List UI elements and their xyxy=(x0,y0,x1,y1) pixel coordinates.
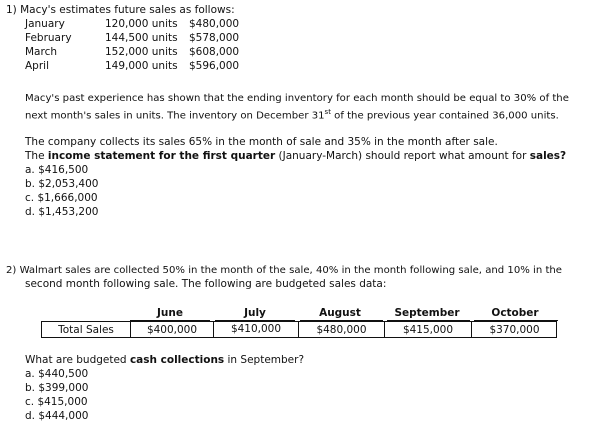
q2-question-text-b: in September? xyxy=(224,354,305,366)
table-cell: $410,000 xyxy=(230,323,282,335)
table-cell: $400,000 xyxy=(146,324,198,336)
answer-option: c. $415,000 xyxy=(25,396,88,408)
q1-paragraph-line2 xyxy=(25,106,559,122)
answer-option: a. $416,500 xyxy=(25,164,89,176)
q1-question-bold-2: sales? xyxy=(529,150,567,162)
table-header: June xyxy=(157,307,183,319)
sales-month: January xyxy=(25,18,65,30)
answer-option: b. $399,000 xyxy=(25,382,89,394)
sales-amount: $596,000 xyxy=(189,60,240,72)
sales-units: 152,000 units xyxy=(105,46,178,58)
q2-question-bold: cash collections xyxy=(129,354,225,366)
q1-question-line xyxy=(25,150,566,163)
sales-units: 120,000 units xyxy=(105,18,178,30)
row-label: Total Sales xyxy=(58,324,114,336)
q2-question-text-a: What are budgeted xyxy=(25,354,130,366)
table-header: August xyxy=(319,307,361,319)
q2-heading-line1: 2) Walmart sales are collected 50% in the month of the sale, 40% in the month following sale, and 10% in the xyxy=(6,265,563,276)
q1-paragraph-superscript: st xyxy=(324,108,331,116)
table-header: September xyxy=(394,307,460,319)
q1-question-text-b: (January-March) should report what amount for xyxy=(275,150,530,162)
sales-month: February xyxy=(25,32,72,44)
sales-units: 144,500 units xyxy=(105,32,178,44)
answer-option: a. $440,500 xyxy=(25,368,89,380)
sales-month: April xyxy=(25,60,49,72)
sales-month: March xyxy=(25,46,58,58)
q1-paragraph-text-a: next month's sales in units. The inventory on December 31 xyxy=(25,110,325,122)
q2-question xyxy=(25,354,304,367)
table-header: July xyxy=(244,307,266,319)
table-cell: $480,000 xyxy=(316,324,367,336)
q2-heading-line2: second month following sale. The following are budgeted sales data: xyxy=(25,278,387,290)
sales-amount: $578,000 xyxy=(189,32,240,44)
q1-paragraph-text-b: of the previous year contained 36,000 units. xyxy=(330,110,559,122)
answer-option: b. $2,053,400 xyxy=(25,178,99,190)
table-cell: $370,000 xyxy=(489,324,540,336)
q1-heading: 1) Macy's estimates future sales as follows: xyxy=(6,4,235,16)
answer-option: c. $1,666,000 xyxy=(25,192,98,204)
table-cell: $415,000 xyxy=(402,324,454,336)
q1-paragraph-line1: Macy's past experience has shown that the ending inventory for each month should be equal to 30% of the xyxy=(25,93,569,104)
answer-option: d. $1,453,200 xyxy=(25,206,99,218)
table-header: October xyxy=(491,307,539,319)
q1-collections-line: The company collects its sales 65% in the month of sale and 35% in the month after sale. xyxy=(25,136,498,148)
q1-question-bold-1: income statement for the first quarter xyxy=(47,150,276,162)
sales-units: 149,000 units xyxy=(105,60,178,72)
sales-amount: $480,000 xyxy=(189,18,240,30)
sales-amount: $608,000 xyxy=(189,46,240,58)
answer-option: d. $444,000 xyxy=(25,410,89,422)
q1-question-text-a: The xyxy=(25,150,48,162)
